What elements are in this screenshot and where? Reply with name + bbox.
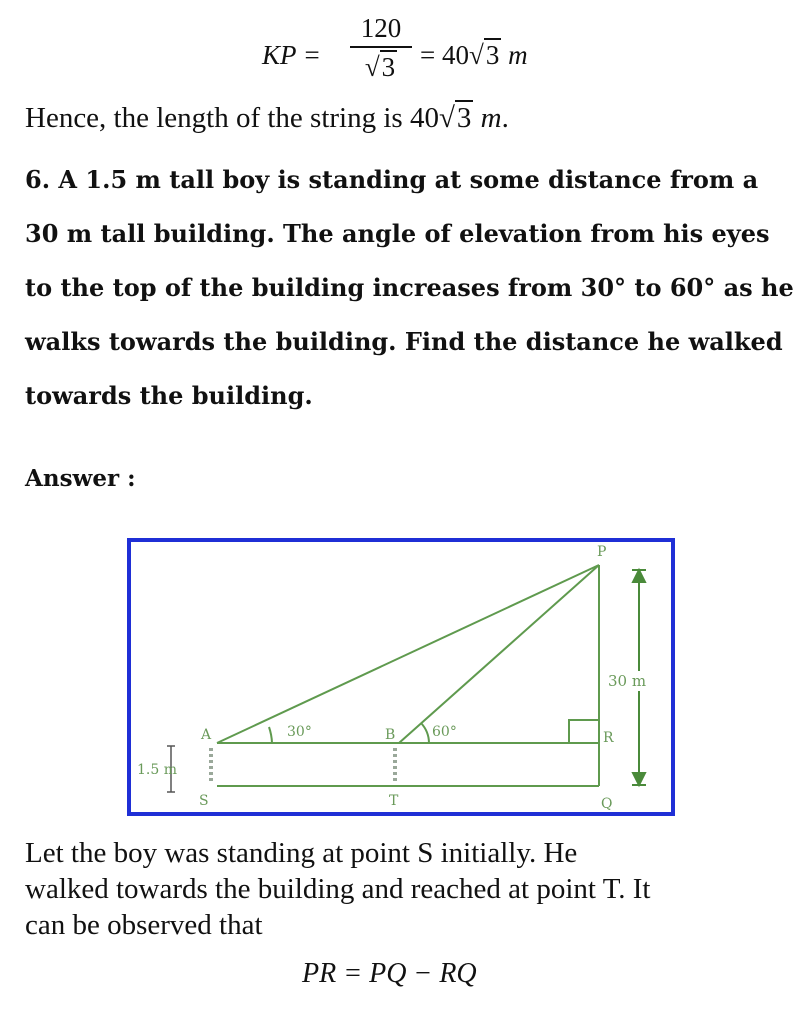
label-p: P [597, 544, 607, 560]
question-line: walks towards the building. Find the distance he walked [25, 327, 783, 356]
label-boy-height: 1.5 m [137, 762, 177, 778]
hence-radicand: 3 [456, 102, 472, 134]
label-height: 30 m [608, 672, 647, 690]
label-angle-b: 60° [432, 724, 457, 740]
label-b: B [385, 727, 396, 743]
paragraph-line: Let the boy was standing at point S initially. He [25, 837, 578, 869]
label-a: A [201, 727, 212, 743]
question-line: 6. A 1.5 m tall boy is standing at some distance from a [25, 165, 759, 194]
hence-statement: Hence, the length of the string is 40√3 m. [25, 102, 509, 134]
hence-unit: m [480, 102, 502, 134]
question-line: towards the building. [25, 381, 313, 410]
denominator-radicand: 3 [381, 52, 396, 82]
rhs-prefix: = 40 [420, 40, 469, 70]
paragraph-line: can be observed that [25, 909, 263, 941]
fraction-denominator: √3 [364, 52, 396, 82]
fraction-numerator: 120 [360, 13, 402, 43]
question-line: 30 m tall building. The angle of elevation from his eyes [25, 219, 770, 248]
explanation-paragraph [25, 835, 795, 943]
equation-kp [262, 8, 562, 98]
question-6 [25, 157, 795, 427]
hence-prefix: Hence, the length of the string is 40 [25, 102, 439, 134]
fraction-bar [350, 46, 412, 48]
geometry-figure [127, 538, 675, 816]
question-line: to the top of the building increases from 30° to 60° as he [25, 273, 794, 302]
paragraph-line: walked towards the building and reached at point T. It [25, 873, 651, 905]
rhs-unit: m [508, 40, 528, 70]
label-t: T [389, 793, 399, 809]
rhs-radicand: 3 [485, 40, 500, 70]
answer-label: Answer : [25, 465, 136, 492]
equation-pr: PR = PQ − RQ [302, 958, 477, 989]
label-s: S [199, 793, 209, 809]
figure-svg [127, 538, 675, 816]
label-r: R [603, 730, 614, 746]
equation-rhs: = 40√3 m [420, 40, 528, 70]
fraction [350, 12, 412, 84]
label-angle-a: 30° [287, 724, 312, 740]
hence-end: . [501, 102, 509, 134]
equation-lhs: KP = [262, 40, 321, 70]
label-q: Q [601, 796, 613, 812]
